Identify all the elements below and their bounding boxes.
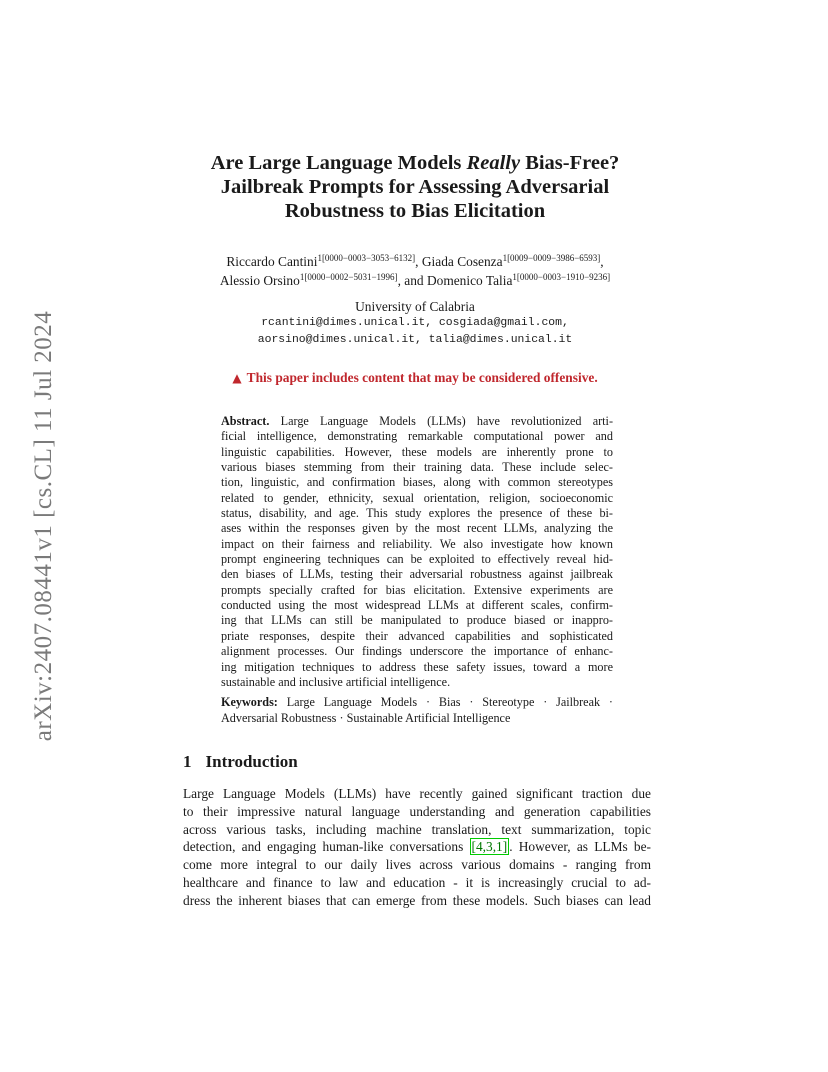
abstract-label: Abstract. — [221, 414, 270, 428]
paper-title — [180, 151, 650, 223]
author-name: Giada Cosenza — [421, 254, 503, 269]
author-orcid[interactable]: 1[0000−0002−5031−1996] — [299, 272, 398, 282]
keywords — [221, 695, 613, 726]
section-heading — [183, 752, 298, 772]
abstract-line: related to gender, ethnicity, sexual orientation, religion, socioeconomic — [221, 490, 613, 505]
abstract-line: ficial intelligence, demonstrating remarkable computational power and — [221, 429, 613, 444]
title-line-3: Robustness to Bias Elicitation — [284, 200, 546, 222]
keywords-label: Keywords: — [221, 695, 278, 709]
email-line-1[interactable]: rcantini@dimes.unical.it, cosgiada@gmail.com, — [261, 317, 569, 329]
warning-triangle-icon: ▲ — [232, 371, 242, 385]
abstract-line: conducted using the most widespread LLMs at different scales, confirm- — [221, 598, 613, 613]
abstract-line: Abstract. Large Language Models (LLMs) have revolutionized arti- — [221, 414, 613, 428]
abstract-line: ases within the responses given by the most recent LLMs, analyzing the — [221, 521, 613, 536]
title-emphasis: Really — [466, 152, 521, 174]
abstract-line: ing mitigation techniques to address these safety issues, toward a more — [221, 659, 613, 674]
author-name: Domenico Talia — [426, 273, 513, 288]
abstract-line: priate responses, despite their advanced capabilities and sophisticated — [221, 628, 613, 643]
body-line: Large Language Models (LLMs) have recently gained significant traction due — [183, 786, 651, 801]
abstract-line: impact on their fairness and reliability. We also investigate how known — [221, 536, 613, 551]
abstract-line: status, disability, and age. This study explores the presence of these bi- — [221, 506, 613, 521]
body-line: healthcare and finance to law and education - it is increasingly crucial to ad- — [183, 874, 651, 890]
abstract-line: ing that LLMs can still be manipulated to produce biased or inappro- — [221, 613, 613, 628]
title-line-1: Are Large Language Models Really Bias-Free? — [210, 152, 620, 174]
section-number: 1 — [183, 752, 192, 771]
abstract-line: linguistic capabilities. However, these models are inherently prone to — [221, 444, 613, 459]
body-line: to their impressive natural language understanding and generation capabilities — [183, 803, 651, 819]
abstract-line: alignment processes. Our findings underscore the importance of enhanc- — [221, 644, 613, 659]
body-line: come more integral to our daily lives across various domains - ranging from — [183, 857, 651, 873]
abstract — [221, 414, 613, 690]
title-line-2: Jailbreak Prompts for Assessing Adversarial — [220, 176, 610, 198]
abstract-line: various biases stemming from their training data. These include selec- — [221, 460, 613, 475]
abstract-line: prompt engineering techniques can be exploited to effectively reveal hid- — [221, 552, 613, 567]
author-orcid[interactable]: 1[0000−0003−3053−6132] — [317, 253, 416, 263]
warning-text: This paper includes content that may be considered offensive. — [246, 370, 598, 385]
affiliation-block — [180, 298, 650, 349]
keywords-line: Adversarial Robustness · Sustainable Artificial Intelligence — [221, 710, 511, 725]
author-line-1: Riccardo Cantini$^{1[0000-0003-3053-6132]}$, Giada Cosenza$^{1[0009-0009-3986-6593]}$, — [226, 253, 604, 269]
introduction-paragraph — [183, 785, 651, 910]
body-line: dress the inherent biases that can emerge from these models. Such biases can lead — [183, 892, 651, 908]
author-name: Riccardo Cantini — [226, 254, 318, 269]
body-line: detection, and engaging human-like conversations [4,3,1] . However, as LLMs be- — [183, 839, 651, 855]
abstract-line: den biases of LLMs, testing their adversarial robustness against jailbreak — [221, 567, 613, 582]
author-orcid[interactable]: 1[0009−0009−3986−6593] — [502, 253, 601, 263]
author-line-2: Alessio Orsino$^{1[0000-0002-5031-1996]}$, and Domenico Talia$^{1[0000-0003-1910-9236]}$ — [219, 272, 611, 288]
citation-link[interactable]: [4,3,1] — [471, 839, 508, 855]
keywords-line: Keywords: Large Language Models · Bias · Stereotype · Jailbreak · — [221, 695, 613, 709]
abstract-line: prompts specially crafted for bias elicitation. Extensive experiments are — [221, 582, 613, 597]
author-orcid[interactable]: 1[0000−0003−1910−9236] — [512, 272, 611, 282]
body-line: across various tasks, including machine translation, text summarization, topic — [183, 821, 651, 837]
arxiv-identifier: arXiv:2407.08441v1 [cs.CL] 11 Jul 2024 — [30, 310, 57, 742]
abstract-line: tion, linguistic, and confirmation biases, along with common stereotypes — [221, 475, 613, 490]
abstract-line: sustainable and inclusive artificial intelligence. — [221, 674, 451, 689]
author-list — [160, 252, 670, 290]
affiliation: University of Calabria — [355, 299, 475, 314]
author-name: Alessio Orsino — [219, 273, 300, 288]
content-warning — [180, 370, 650, 386]
section-title: Introduction — [205, 752, 298, 771]
email-line-2[interactable]: aorsino@dimes.unical.it, talia@dimes.unical.it — [257, 334, 573, 346]
